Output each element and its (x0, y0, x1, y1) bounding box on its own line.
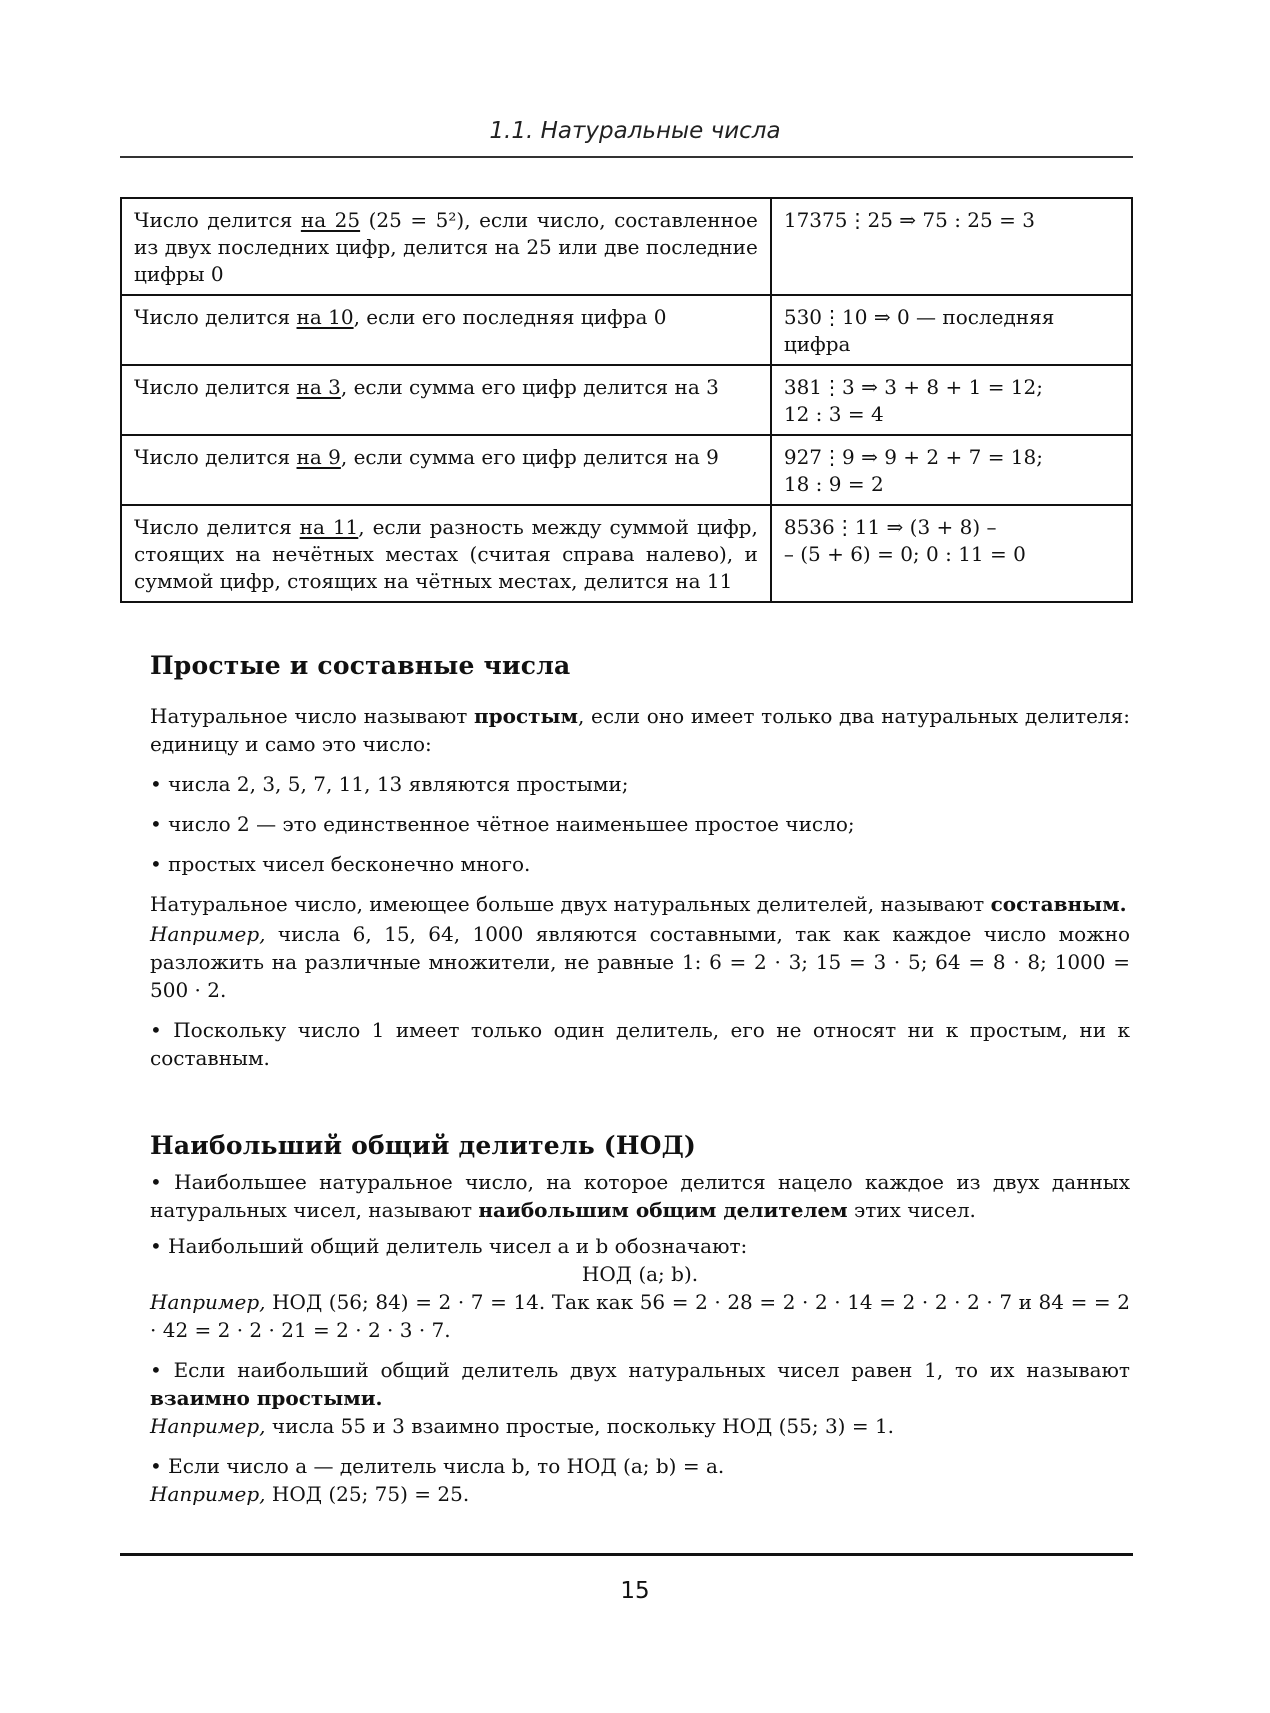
primes-bullet-3: • простых чисел бесконечно много. (150, 850, 1130, 878)
rule-text: , если его последняя цифра 0 (353, 305, 667, 329)
italic-label: Например, (150, 1290, 266, 1314)
rule-text: , если сумма его цифр делится на 3 (340, 375, 719, 399)
bold-term: наибольшим общим делителем (478, 1198, 848, 1222)
page-header-title: 1.1. Натуральные числа (489, 118, 781, 144)
gcd-example-2 (150, 1412, 1130, 1440)
gcd-bullet-coprime (150, 1356, 1130, 1412)
text: Если наибольший общий делитель двух натуральных чисел равен 1, то их называют (173, 1358, 1130, 1382)
page-number: 15 (620, 1578, 650, 1604)
example-cell (771, 435, 1132, 505)
bold-term: взаимно простыми. (150, 1386, 383, 1410)
primes-section (150, 652, 1130, 1072)
gcd-formula: НОД (a; b). (581, 1262, 699, 1286)
gcd-example-1 (150, 1288, 1130, 1344)
gcd-bullet-definition (150, 1168, 1130, 1224)
example-line: 12 : 3 = 4 (783, 402, 884, 426)
table-row (121, 505, 1132, 602)
text: Натуральное число, имеющее больше двух натуральных делителей, называют (150, 892, 991, 916)
rule-text: Число делится (134, 445, 297, 469)
example-cell (771, 365, 1132, 435)
rule-cell (121, 505, 771, 602)
header-rule (120, 156, 1133, 158)
text: числа 6, 15, 64, 1000 являются составными, так как каждое число можно разложить на различные множители, не равные 1: 6 = 2 · 3; 15 = 3 · 5; 64 = 8 · 8; 1000 = 500 · 2. (150, 922, 1130, 1002)
divisor-term: на 10 (296, 305, 354, 329)
divisor-term: на 9 (296, 445, 341, 469)
text: этих чисел. (847, 1198, 976, 1222)
primes-heading: Простые и составные числа (150, 651, 571, 680)
composite-definition (150, 890, 1130, 918)
gcd-bullet-notation: • Наибольший общий делитель чисел a и b обозначают: (150, 1232, 1130, 1260)
rule-text: Число делится (134, 375, 297, 399)
italic-label: Например, (150, 1414, 266, 1438)
gcd-heading: Наибольший общий делитель (НОД) (150, 1131, 697, 1160)
table-row (121, 435, 1132, 505)
example-line: – (5 + 6) = 0; 0 : 11 = 0 (783, 542, 1026, 566)
primes-definition (150, 702, 1130, 758)
rule-text: , если сумма его цифр делится на 9 (340, 445, 719, 469)
text: НОД (56; 84) = 2 · 7 = 14. Так как 56 = 2 · 28 = 2 · 2 · 14 = 2 · 2 · 2 · 7 и 84 = = 2 · 42 = 2 · 2 · 21 = 2 · 2 · 3 · 7. (150, 1290, 1130, 1342)
gcd-example-3 (150, 1480, 1130, 1508)
rule-text: Число делится (134, 515, 300, 539)
divisibility-table (120, 197, 1133, 603)
example-line: 8536⋮11 ⇒ (3 + 8) – (783, 515, 997, 539)
italic-label: Например, (150, 922, 266, 946)
text: Наибольшее натуральное число, на которое делится нацело каждое из двух данных натуральных чисел, называют (150, 1170, 1130, 1222)
example-line: 927⋮9 ⇒ 9 + 2 + 7 = 18; (783, 445, 1043, 469)
rule-text: , если разность между суммой цифр, стоящих на нечётных местах (считая справа налево), и суммой цифр, стоящих на чётных местах, делится на 11 (134, 515, 758, 593)
example-line: 381⋮3 ⇒ 3 + 8 + 1 = 12; (783, 375, 1043, 399)
primes-bullet-1: • числа 2, 3, 5, 7, 11, 13 являются простыми; (150, 770, 1130, 798)
italic-label: Например, (150, 1482, 266, 1506)
divisor-term: на 25 (300, 208, 361, 232)
divisor-term: на 3 (296, 375, 341, 399)
text: числа 55 и 3 взаимно простые, поскольку НОД (55; 3) = 1. (265, 1414, 895, 1438)
example-cell (771, 198, 1132, 295)
example-line: 17375⋮25 ⇒ 75 : 25 = 3 (783, 208, 1035, 232)
rule-cell (121, 198, 771, 295)
table-row (121, 295, 1132, 365)
rule-cell (121, 435, 771, 505)
bold-term: составным. (990, 892, 1127, 916)
footer-rule (120, 1553, 1133, 1556)
primes-bullet-2: • число 2 — это единственное чётное наименьшее простое число; (150, 810, 1130, 838)
gcd-bullet-divisor: • Если число a — делитель числа b, то НОД (a; b) = a. (150, 1452, 1130, 1480)
gcd-section (150, 1132, 1130, 1508)
table-row (121, 365, 1132, 435)
example-line: 530⋮10 ⇒ 0 — последняя (783, 305, 1055, 329)
bold-term: простым (474, 704, 578, 728)
example-cell (771, 295, 1132, 365)
example-line: цифра (783, 332, 851, 356)
rule-text: Число делится (134, 208, 301, 232)
text: НОД (25; 75) = 25. (265, 1482, 470, 1506)
table-row (121, 198, 1132, 295)
rule-text: (25 = 5²), если число, составленное из двух последних цифр, делится на 25 или две последние цифры 0 (134, 208, 758, 286)
rule-cell (121, 365, 771, 435)
example-cell (771, 505, 1132, 602)
text: Натуральное число называют (150, 704, 474, 728)
text: , если оно имеет только два натуральных делителя: единицу и само это число: (150, 704, 1130, 756)
example-line: 18 : 9 = 2 (783, 472, 884, 496)
composite-example (150, 920, 1130, 1004)
rule-cell (121, 295, 771, 365)
one-note: • Поскольку число 1 имеет только один делитель, его не относят ни к простым, ни к составным. (150, 1016, 1130, 1072)
divisor-term: на 11 (299, 515, 359, 539)
rule-text: Число делится (134, 305, 297, 329)
